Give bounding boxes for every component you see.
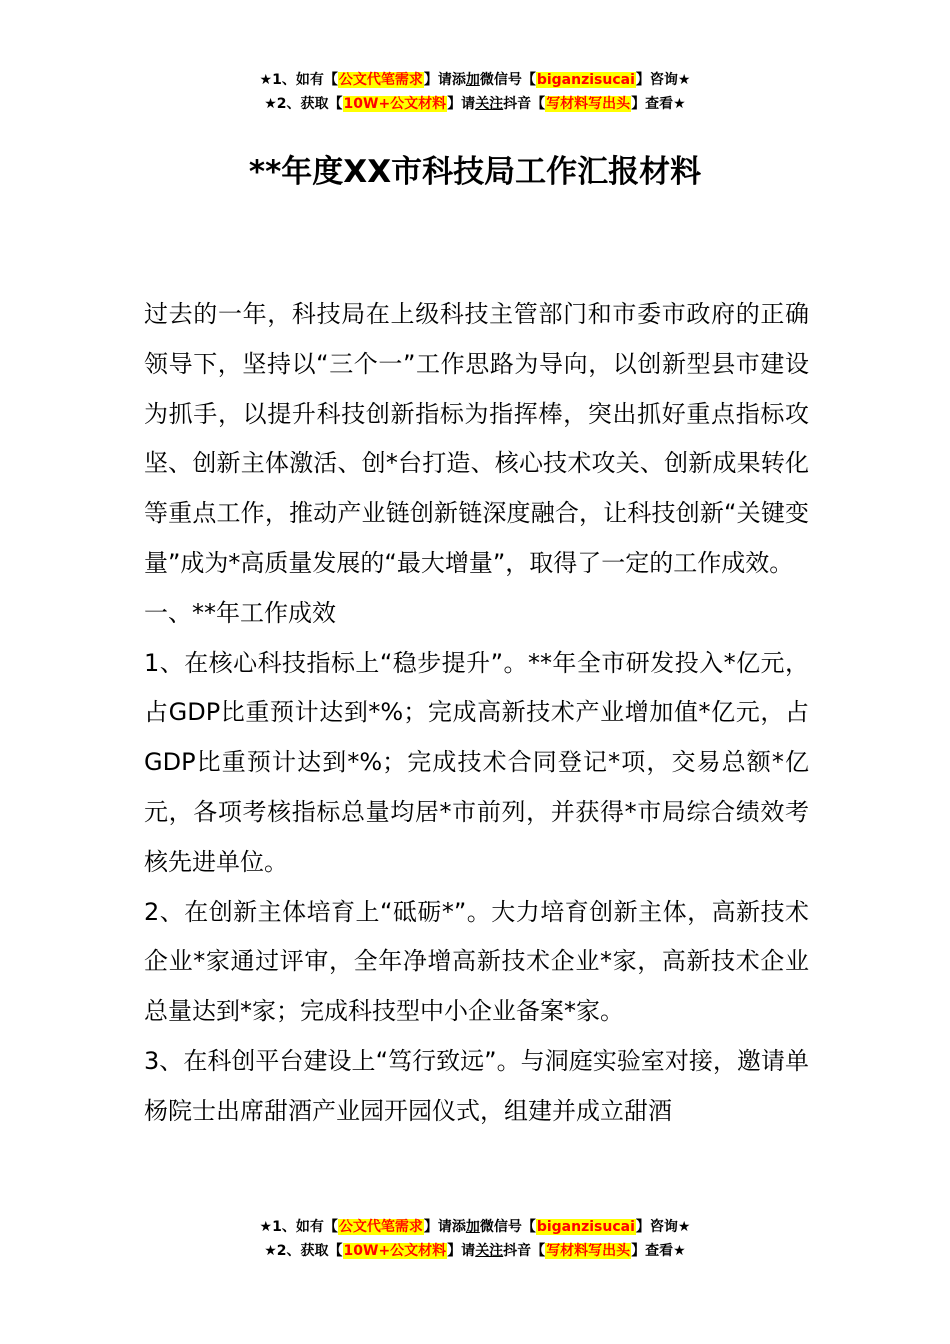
paragraph-intro: 过去的一年，科技局在上级科技主管部门和市委市政府的正确领导下，坚持以“三个一”工作思路为导向，以创新型县市建设为抓手，以提升科技创新指标为指挥棒，突出抓好重点指标攻坚、创新主体激活、创*台打造、核心技术攻关、创新成果转化等重点工作，推动产业链创新链深度融合，让科技创新“关键变量”成为*高质量发展的“最大增量”，取得了一定的工作成效。 (144, 300, 809, 577)
paragraph-item-3: 3、在科创平台建设上“笃行致远”。与洞庭实验室对接，邀请单杨院士出席甜酒产业园开园仪式，组建并成立甜酒 (144, 1046, 809, 1125)
ad-highlight: biganzisucai (536, 72, 635, 88)
paragraph-item-2: 2、在创新主体培育上“砥砺*”。大力培育创新主体，高新技术企业*家通过评审，全年净增高新技术企业*家，高新技术企业总量达到*家；完成科技型中小企业备案*家。 (144, 897, 809, 1026)
ad-banner-top (0, 68, 950, 116)
paragraph-item-1: 1、在核心科技指标上“稳步提升”。**年全市研发投入*亿元，占GDP比重预计达到*%；完成高新技术产业增加值*亿元，占GDP比重预计达到*%；完成技术合同登记*项，交易总额*亿元，各项考核指标总量均居*市前列，并获得*市局综合绩效考核先进单位。 (144, 648, 809, 876)
ad-highlight: biganzisucai (536, 1219, 635, 1235)
ad-highlight: 10W+公文材料 (343, 1243, 447, 1259)
document-title: **年度XX市科技局工作汇报材料 (248, 154, 702, 190)
ad-highlight: 公文代笔需求 (338, 72, 423, 88)
document-body (144, 290, 809, 1137)
ad-line-2: ★2、获取【10W+公文材料】请关注抖音【写材料写出头】查看★ (264, 96, 686, 112)
section-heading: 一、**年工作成效 (144, 598, 336, 627)
ad-line-2: ★2、获取【10W+公文材料】请关注抖音【写材料写出头】查看★ (264, 1243, 686, 1259)
ad-banner-bottom (0, 1215, 950, 1263)
ad-highlight: 写材料写出头 (546, 96, 631, 112)
ad-highlight: 公文代笔需求 (338, 1219, 423, 1235)
ad-highlight: 写材料写出头 (546, 1243, 631, 1259)
ad-highlight: 10W+公文材料 (343, 96, 447, 112)
ad-line-1: ★1、如有【公文代笔需求】请添加微信号【biganzisucai】咨询★ (259, 1219, 691, 1235)
ad-line-1: ★1、如有【公文代笔需求】请添加微信号【biganzisucai】咨询★ (259, 72, 691, 88)
